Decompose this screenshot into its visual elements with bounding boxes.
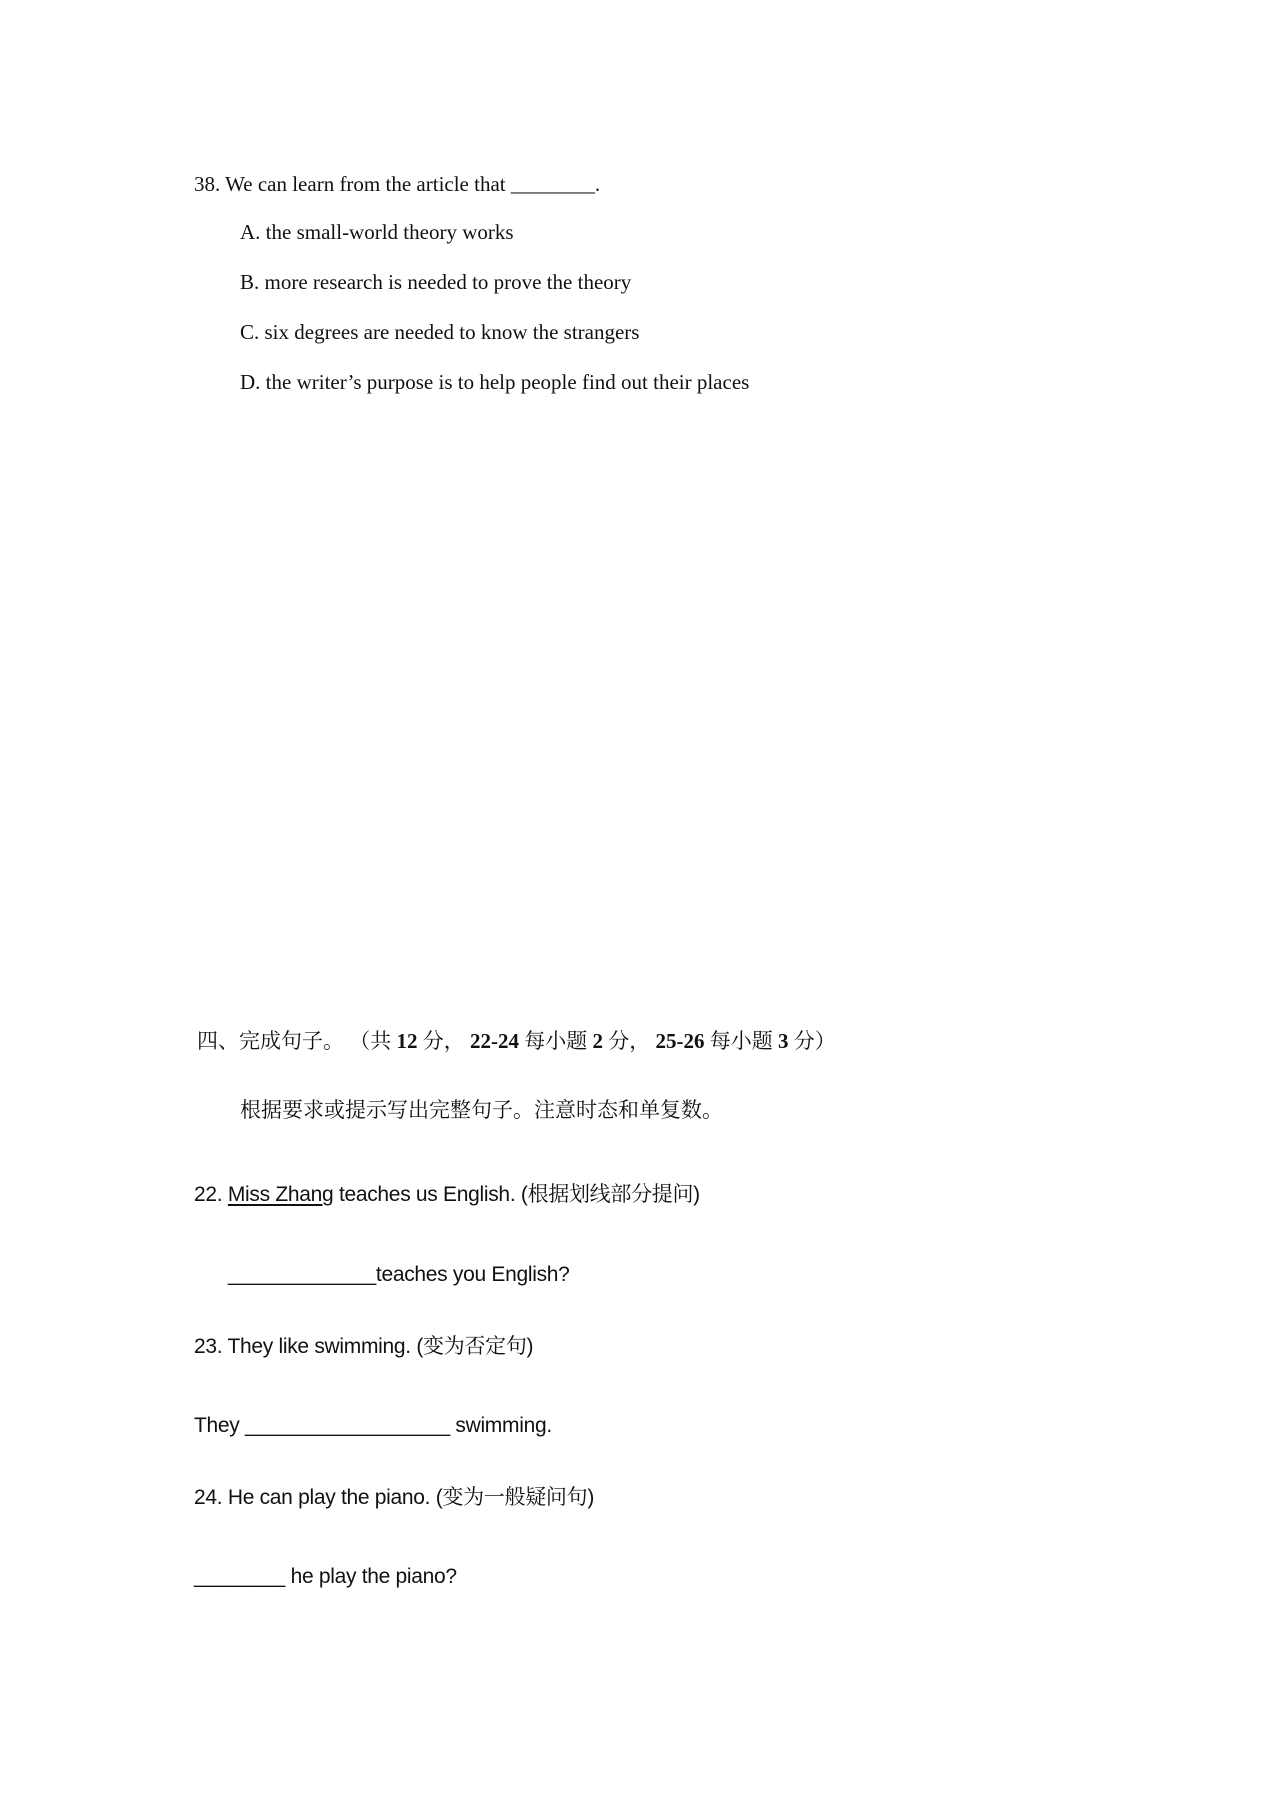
question-24-prompt: 24. He can play the piano. (变为一般疑问句) [194, 1486, 595, 1509]
question-24-answer: ________ he play the piano? [194, 1565, 457, 1588]
heading-suffix: 分） [793, 1029, 836, 1053]
question-38-option-d: D. the writer’s purpose is to help people find out their places [240, 370, 750, 394]
section-four-instruction: 根据要求或提示写出完整句子。注意时态和单复数。 [240, 1098, 723, 1122]
heading-mid-3: 分， [608, 1029, 651, 1053]
section-four-heading [197, 1025, 836, 1055]
question-22-prompt [194, 1178, 700, 1208]
question-23-prompt: 23. They like swimming. (变为否定句) [194, 1335, 534, 1358]
range-2: 25-26 [655, 1029, 705, 1053]
question-38-stem: 38. We can learn from the article that ________. [194, 172, 601, 196]
question-22-number: 22. [194, 1183, 223, 1206]
heading-mid-2: 每小题 [524, 1029, 588, 1053]
question-23-answer: They __________________ swimming. [194, 1414, 552, 1437]
points-2: 3 [778, 1029, 789, 1053]
points-1: 2 [592, 1029, 603, 1053]
question-22-answer: _____________teaches you English? [228, 1263, 570, 1286]
question-22-underlined: Miss Zhang [227, 1183, 334, 1206]
heading-mid-4: 每小题 [709, 1029, 773, 1053]
heading-mid-1: 分， [422, 1029, 465, 1053]
question-38-option-c: C. six degrees are needed to know the strangers [240, 320, 640, 344]
heading-prefix: 四、完成句子。 （共 [197, 1029, 392, 1053]
question-22-rest: teaches us English. (根据划线部分提问) [338, 1183, 700, 1206]
question-38-option-a: A. the small-world theory works [240, 220, 514, 244]
total-points: 12 [396, 1029, 418, 1053]
range-1: 22-24 [470, 1029, 519, 1053]
question-38-option-b: B. more research is needed to prove the theory [240, 270, 632, 294]
